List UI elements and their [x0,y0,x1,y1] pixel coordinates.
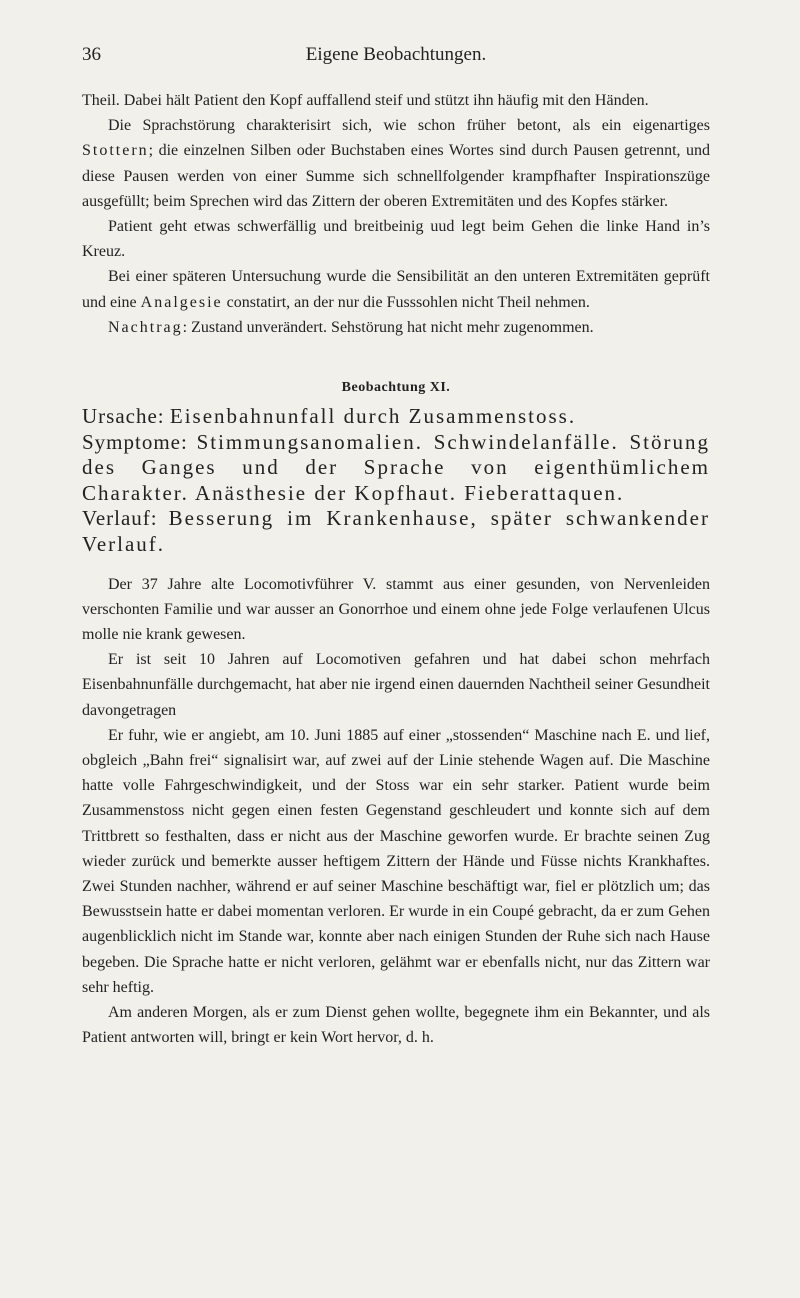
case-history [82,572,710,1051]
observation-summary [82,404,710,558]
cause-text: Eisenbahnunfall durch Zusammenstoss. [169,404,577,429]
text-run: constatirt, an der nur die Fusssohlen nicht Theil nehmen. [222,293,590,311]
emphasized-term: Stottern [82,142,149,160]
intro-paragraph [82,315,710,340]
case-paragraph: Er fuhr, wie er angiebt, am 10. Juni 1885 auf einer „stossenden“ Maschine nach E. und lief, obgleich „Bahn frei“ signalisirt war, auf zwei auf der Linie stehende Wagen auf. Die Maschine hatte volle Fahrgeschwindigkeit, und der Stoss war ein sehr starker. Patient wurde beim Zusammenstoss nicht gegen einen festen Gegenstand geschleudert und konnte sich auf dem Trittbrett so festhalten, dass er nicht aus der Maschine geworfen wurde. Er brachte seinen Zug wieder zurück und bemerkte ausser heftigem Zittern der Hände und Füsse nichts Krankhaftes. Zwei Stunden nachher, während er auf seiner Maschine beschäftigt war, fiel er plötzlich um; das Bewusstsein hatte er dabei momentan verloren. Er wurde in ein Coupé gebracht, da er zum Gehen augenblicklich nicht im Stande war, konnte aber nach einigen Stunden der Ruhe sich nach Hause begeben. Die Sprache hatte er nicht verloren, gelähmt war er ebenfalls nicht, nur das Zittern war sehr heftig. [82,726,710,996]
intro-paragraph [82,88,710,113]
cause-label: Ursache: [82,404,165,429]
page-body [82,88,710,1050]
summary-symptoms [82,430,710,507]
course-label: Verlauf: [82,506,158,531]
text-run: : Zustand unverändert. Sehstörung hat nicht mehr zugenommen. [182,318,594,336]
text-run: Patient geht etwas schwerfällig und breitbeinig uud legt beim Gehen die linke Hand in’s Kreuz. [82,218,710,261]
intro-section [82,88,710,340]
text-run: Die Sprachstörung charakterisirt sich, wie schon früher betont, als ein eigenartiges [108,117,710,135]
page-header [82,44,710,74]
case-paragraph: Er ist seit 10 Jahren auf Locomotiven gefahren und hat dabei schon mehrfach Eisenbahnunfälle durchgemacht, hat aber nie irgend einen dauernden Nachtheil seiner Gesundheit davongetragen [82,651,710,719]
summary-course [82,506,710,557]
summary-cause [82,404,710,430]
page-number: 36 [82,44,101,65]
case-paragraph: Der 37 Jahre alte Locomotivführer V. stammt aus einer gesunden, von Nervenleiden verschonten Familie und war ausser an Gonorrhoe und einem ohne jede Folge verlaufenen Ulcus molle nie krank gewesen. [82,575,710,643]
running-title: Eigene Beobachtungen. [305,44,487,65]
course-text: Besserung im Krankenhause, später schwankender Verlauf. [82,506,710,556]
intro-paragraph [82,214,710,264]
symptoms-label: Symptome: [82,429,188,454]
intro-paragraph [82,264,710,314]
case-paragraph: Am anderen Morgen, als er zum Dienst gehen wollte, begegnete ihm ein Bekannter, und als Patient antworten will, bringt er kein Wort hervor, d. h. [82,1004,710,1047]
text-run: Theil. Dabei hält Patient den Kopf auffallend steif und stützt ihn häufig mit den Händen. [82,92,649,109]
intro-paragraph [82,113,710,214]
text-run: Bei einer späteren Untersuchung wurde die Sensibilität an den unteren Extremitäten geprüft und eine [82,268,710,311]
text-run: ; die einzelnen Silben oder Buchstaben eines Wortes sind durch Pausen getrennt, und diese Pausen werden von einer Summe sich schnellfolgender krampfhafter Inspirationszüge ausgefüllt; beim Sprechen wird das Zittern der oberen Extremitäten und des Kopfes stärker. [82,142,710,210]
symptoms-text: Stimmungsanomalien. Schwindelanfälle. Störung des Ganges und der Sprache von eigenthümlichem Charakter. Anästhesie der Kopfhaut. Fieberattaquen. [82,429,710,505]
emphasized-term: Analgesie [140,293,223,311]
observation-title: Beobachtung XI. [341,380,451,396]
emphasized-term: Nachtrag [108,318,183,336]
